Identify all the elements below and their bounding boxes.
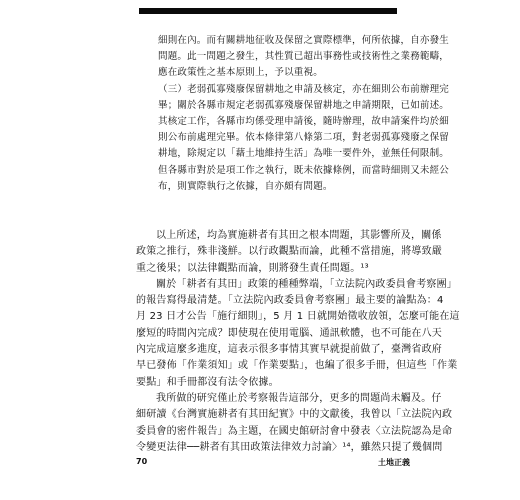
body-line: 政策之推行，殊非淺鮮。以行政觀點而論，此種不當措施，將導致嚴 (136, 246, 442, 258)
body-line: 細研讀《台灣實施耕者有其田紀實》中的文獻後，我曾以「立法院內政 (136, 409, 453, 421)
block-quote (158, 33, 450, 195)
quote-line: 問題。此一問題之發生，其性質已超出事務性或技術性之業務範疇， (158, 51, 450, 63)
body-line: 麼短的時間內完成？即使現在使用電腦、通訊軟體，也不可能在八天 (136, 327, 442, 339)
body-line: 以上所述，均為實施耕者有其田之根本問題，其影響所及，關係 (156, 230, 442, 241)
quote-line: 則公布前處理完畢。依本條律第八條第二項，對老弱孤寡殘廢之保留 (158, 132, 450, 144)
body-line: 令變更法律──耕者有其田政策法律效力討論〉¹⁴，雖然只提了幾個問 (136, 441, 443, 453)
body-line: 早已發佈「作業須知」或「作業要點」，也編了很多手冊，但這些「作業 (136, 360, 458, 372)
body-line: 我所做的研究僅止於考察報告這部分，更多的問題尚未觸及。仔 (156, 392, 442, 404)
body-line: 委員會的密件報告」為主題，在國史館研討會中發表〈立法院認為是命 (136, 425, 453, 437)
body-line: 重之後果；以法律觀點而論，則將發生責任問題。¹³ (136, 262, 369, 274)
body-line: 關於「耕者有其田」政策的種種弊端，「立法院內政委員會考察團」 (156, 278, 457, 290)
quote-line: 應在政策性之基本原則上，予以重視。 (158, 67, 323, 79)
quote-line: 布，則實際執行之依據，自亦頗有問題。 (158, 180, 333, 192)
body-line: 月 23 日才公告「施行細則」，5 月 1 日就開始徵收放領，怎麼可能在這 (136, 311, 460, 323)
page-number: 70 (136, 457, 148, 466)
quote-line: 畢；關於各縣市規定老弱孤寡殘廢保留耕地之申請期限，已如前述。 (158, 99, 450, 111)
body-line: 要點」和手冊都沒有法令依據。 (136, 376, 279, 388)
quote-line: 其核定工作，各縣市均係受理申請後，隨時辦理，故申請案件均於細 (158, 116, 450, 128)
body-text (136, 228, 460, 456)
body-line: 的報告寫得最清楚。「立法院內政委員會考察團」最主要的論點為：4 (136, 295, 444, 307)
quote-line: （三）老弱孤寡殘廢保留耕地之申請及核定，亦在細則公布前辦理完 (158, 83, 450, 95)
body-line: 內完成這麼多進度，這表示很多事情其實早就提前做了，臺灣省政府 (136, 344, 442, 356)
quote-line: 細則在內。而有關耕地征收及保留之實際標準，何所依據，自亦發生 (158, 35, 450, 46)
quote-line: 耕地，除規定以「藉土地維持生活」為唯一要件外，並無任何限制。 (158, 148, 450, 160)
journal-name: 土地正義 (378, 458, 410, 467)
quote-line: 但各縣市對於是項工作之執行，既未依據條例，而當時細則又未經公 (158, 164, 450, 176)
header-rule (139, 8, 397, 14)
